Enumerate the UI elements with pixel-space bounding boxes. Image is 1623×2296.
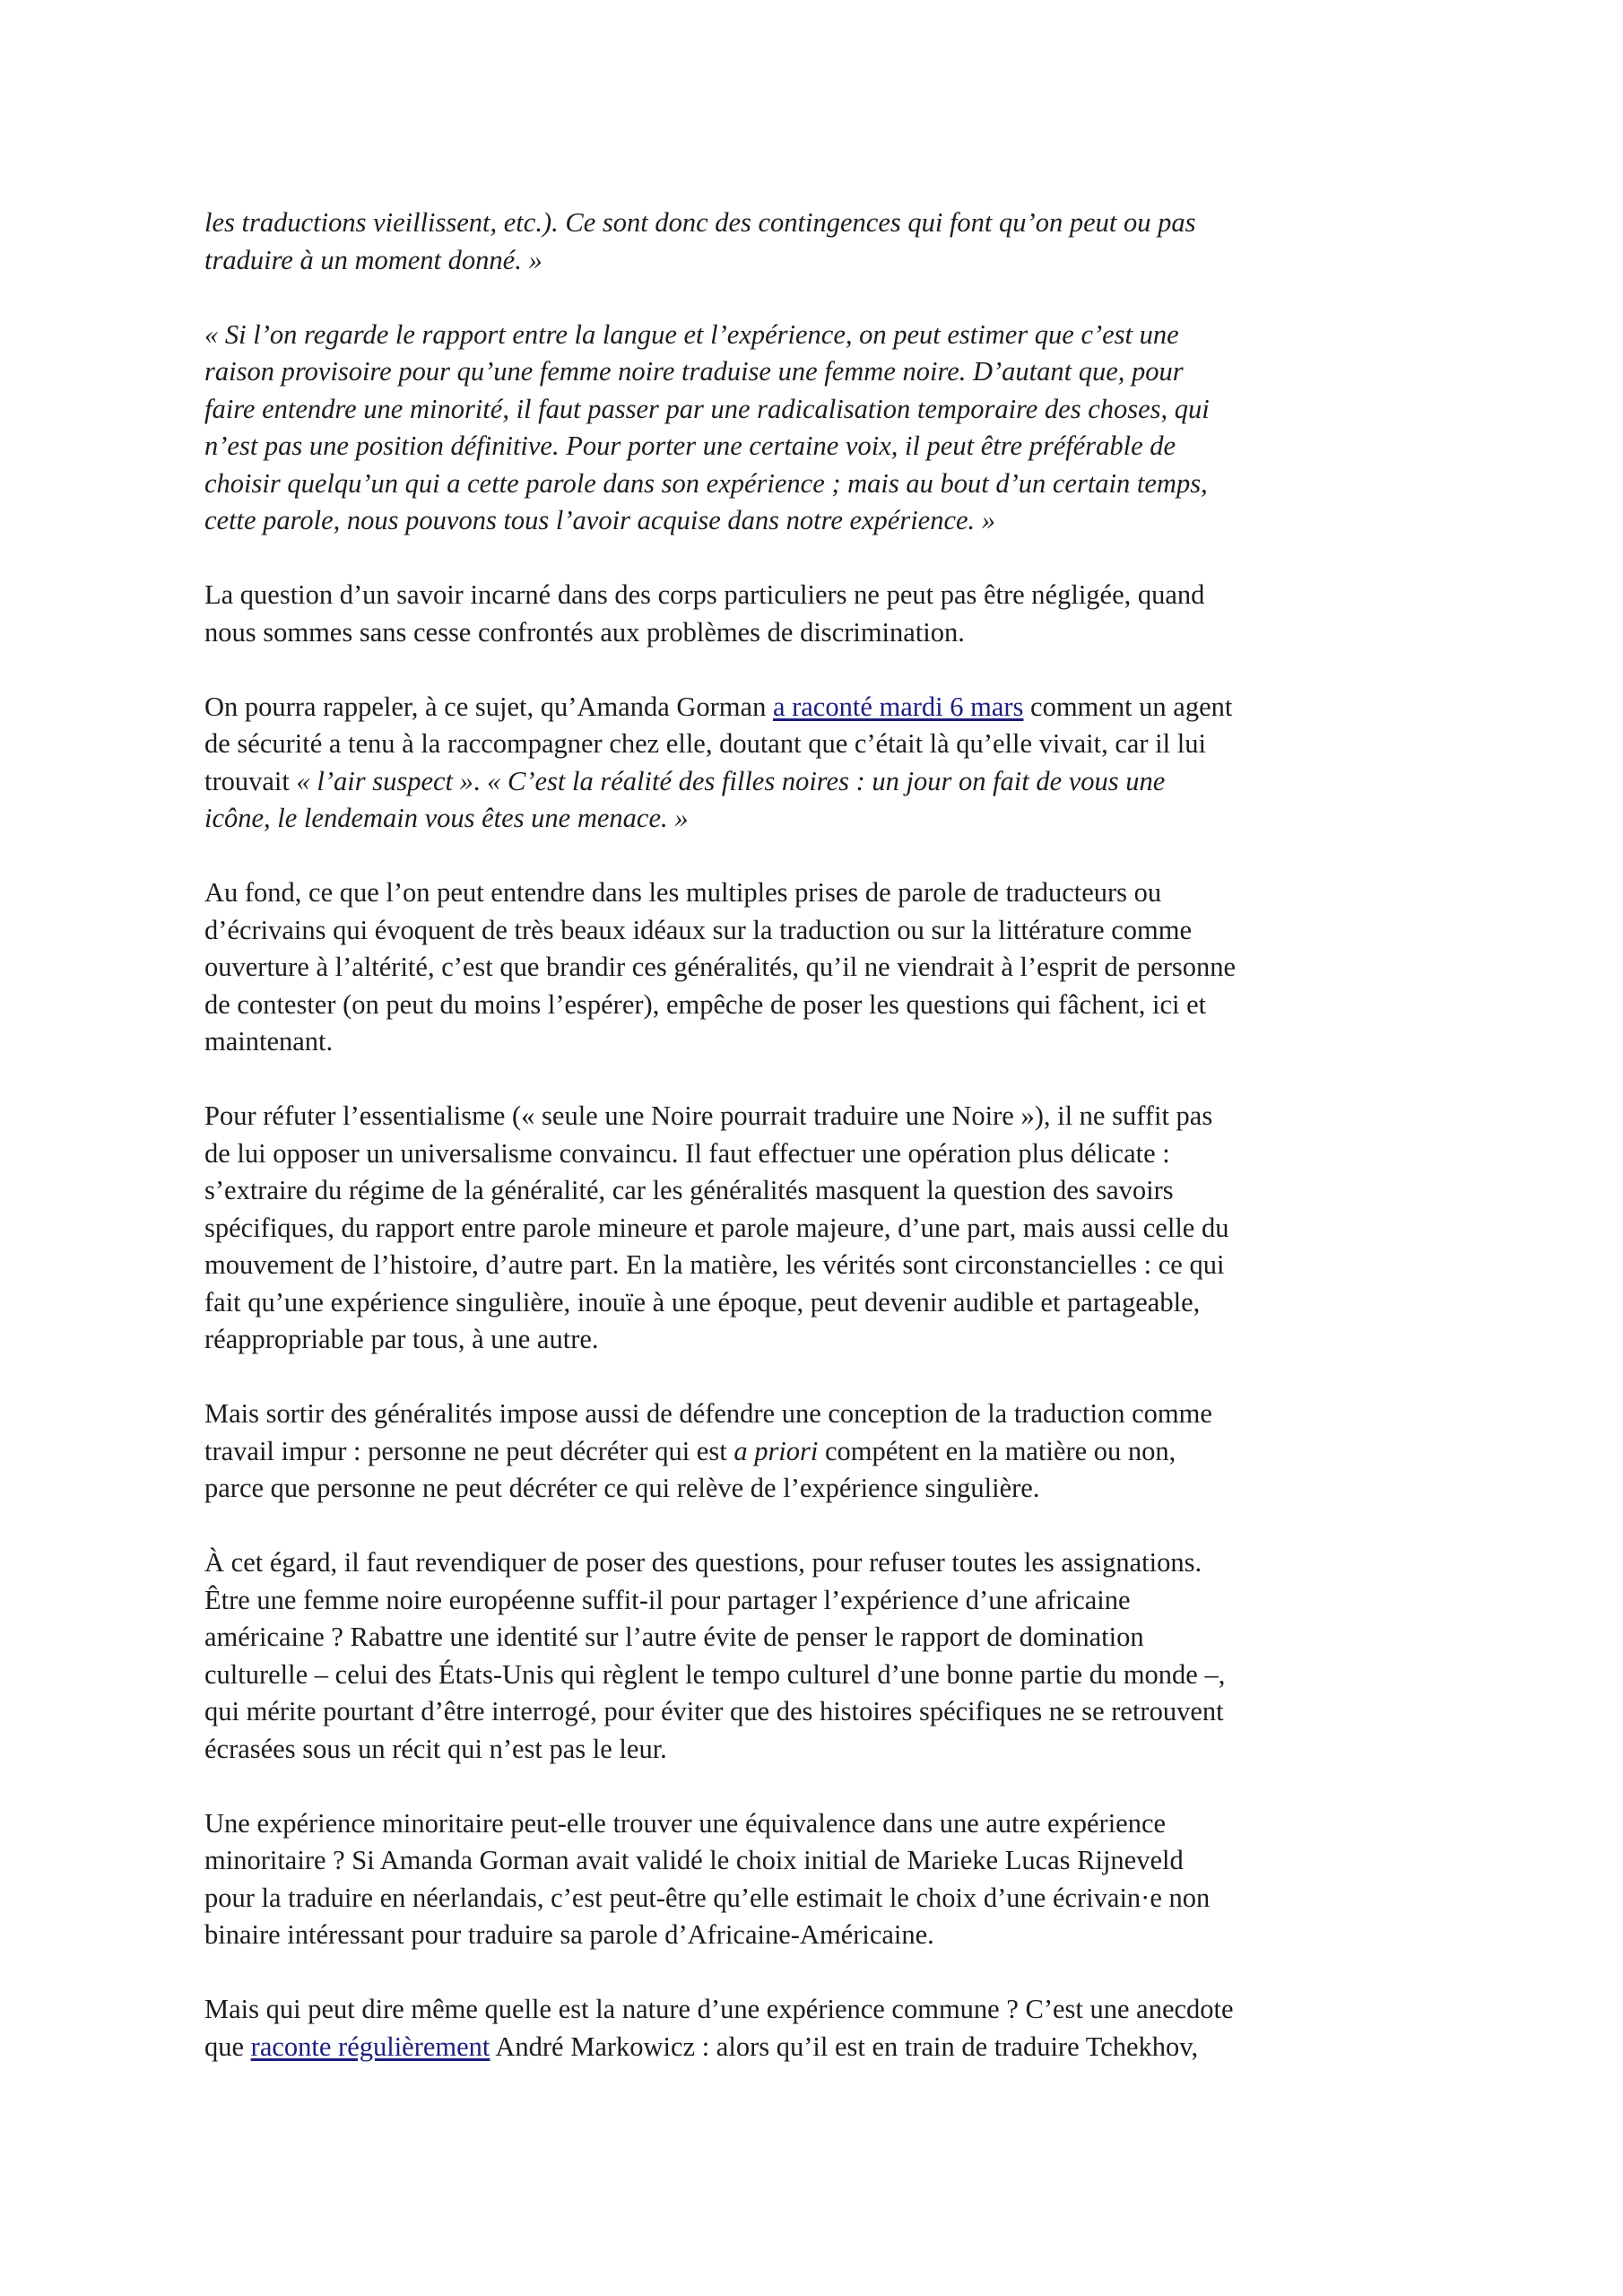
- quote-paragraph: [204, 317, 1424, 540]
- paragraph-gap: [204, 1359, 1424, 1396]
- text-segment: réappropriable par tous, à une autre.: [204, 1324, 599, 1354]
- text-segment: écrasées sous un récit qui n’est pas le leur.: [204, 1733, 667, 1764]
- text-segment: minoritaire ? Si Amanda Gorman avait validé le choix initial de Marieke Lucas Rijneveld: [204, 1845, 1184, 1875]
- text-segment: parce que personne ne peut décréter ce qui relève de l’expérience singulière.: [204, 1473, 1040, 1503]
- body-paragraph: [204, 1991, 1424, 2066]
- text-line: [204, 1172, 1424, 1210]
- text-segment: Mais sortir des généralités impose aussi de défendre une conception de la traduction comme: [204, 1398, 1212, 1429]
- body-paragraph: [204, 1805, 1424, 1954]
- text-line: [204, 204, 1424, 242]
- text-segment: On pourra rappeler, à ce sujet, qu’Amanda Gorman: [204, 691, 773, 722]
- text-line: [204, 577, 1424, 614]
- text-segment: maintenant.: [204, 1026, 334, 1057]
- italic-text: icône, le lendemain vous êtes une menace. »: [204, 803, 689, 833]
- text-line: [204, 2029, 1424, 2066]
- text-segment: travail impur : personne ne peut décréter qui est: [204, 1435, 734, 1466]
- text-segment: raison provisoire pour qu’une femme noire traduise une femme noire. D’autant que, pour: [204, 356, 1184, 387]
- text-line: [204, 1023, 1424, 1061]
- text-line: [204, 800, 1424, 838]
- text-segment: Être une femme noire européenne suffit-il pour partager l’expérience d’une africaine: [204, 1584, 1131, 1615]
- text-line: [204, 987, 1424, 1024]
- text-line: [204, 1135, 1424, 1173]
- text-line: [204, 391, 1424, 429]
- text-segment: À cet égard, il faut revendiquer de poser des questions, pour refuser toutes les assignations.: [204, 1547, 1202, 1578]
- text-line: [204, 428, 1424, 465]
- text-line: [204, 502, 1424, 540]
- body-paragraph: [204, 577, 1424, 651]
- paragraph-gap: [204, 651, 1424, 689]
- text-segment: Pour réfuter l’essentialisme (« seule une Noire pourrait traduire une Noire »), il ne suffit pas: [204, 1100, 1213, 1131]
- text-line: [204, 317, 1424, 354]
- text-segment: s’extraire du régime de la généralité, car les généralités masquent la question des savoirs: [204, 1175, 1174, 1205]
- text-line: [204, 763, 1424, 801]
- paragraph-gap: [204, 1954, 1424, 1992]
- inline-link[interactable]: a raconté mardi 6 mars: [772, 691, 1024, 722]
- body-paragraph: [204, 874, 1424, 1061]
- text-line: [204, 242, 1424, 280]
- text-line: [204, 353, 1424, 391]
- text-line: [204, 726, 1424, 763]
- text-line: [204, 1619, 1424, 1657]
- text-segment: binaire intéressant pour traduire sa parole d’Africaine-Américaine.: [204, 1919, 934, 1950]
- text-segment: mouvement de l’histoire, d’autre part. En la matière, les vérités sont circonstancielles : ce qui: [204, 1249, 1225, 1280]
- paragraph-gap: [204, 838, 1424, 875]
- italic-text: a priori: [733, 1435, 819, 1466]
- text-segment: .: [473, 765, 488, 796]
- text-segment: Mais qui peut dire même quelle est la nature d’une expérience commune ? C’est une anecdote: [204, 1994, 1234, 2024]
- text-line: [204, 1805, 1424, 1843]
- text-segment: André Markowicz : alors qu’il est en train de traduire Tchekhov,: [490, 2031, 1199, 2062]
- text-segment: les traductions vieillissent, etc.). Ce sont donc des contingences qui font qu’on peut ou pas: [204, 207, 1196, 238]
- text-segment: ouverture à l’altérité, c’est que brandir ces généralités, qu’il ne viendrait à l’esprit de personne: [204, 952, 1237, 982]
- text-segment: La question d’un savoir incarné dans des corps particuliers ne peut pas être négligée, quand: [204, 579, 1205, 610]
- text-segment: qui mérite pourtant d’être interrogé, pour éviter que des histoires spécifiques ne se retrouvent: [204, 1696, 1224, 1726]
- text-line: [204, 1396, 1424, 1433]
- text-segment: de contester (on peut du moins l’espérer), empêche de poser les questions qui fâchent, ici et: [204, 988, 1207, 1020]
- text-line: [204, 1917, 1424, 1954]
- italic-text: « l’air suspect »: [296, 765, 473, 796]
- body-paragraph: [204, 1098, 1424, 1359]
- text-line: [204, 1693, 1424, 1731]
- text-line: [204, 614, 1424, 652]
- text-segment: comment un agent: [1023, 691, 1233, 722]
- text-line: [204, 1284, 1424, 1322]
- text-line: [204, 1991, 1424, 2029]
- quote-paragraph: [204, 204, 1424, 279]
- text-segment: Au fond, ce que l’on peut entendre dans les multiples prises de parole de traducteurs ou: [204, 877, 1162, 908]
- text-segment: trouvait: [204, 765, 297, 796]
- text-segment: traduire à un moment donné. »: [204, 244, 542, 275]
- paragraph-gap: [204, 1061, 1424, 1099]
- paragraph-gap: [204, 1768, 1424, 1805]
- text-segment: nous sommes sans cesse confrontés aux problèmes de discrimination.: [204, 616, 965, 648]
- italic-text: « C’est la réalité des filles noires : un jour on fait de vous une: [487, 765, 1166, 796]
- text-line: [204, 949, 1424, 987]
- text-segment: culturelle – celui des États-Unis qui règlent le tempo culturel d’une bonne partie du monde –,: [204, 1658, 1226, 1690]
- text-segment: « Si l’on regarde le rapport entre la langue et l’expérience, on peut estimer que c’est une: [204, 318, 1179, 350]
- text-line: [204, 1433, 1424, 1471]
- body-paragraph: [204, 1396, 1424, 1508]
- text-segment: américaine ? Rabattre une identité sur l’autre évite de penser le rapport de domination: [204, 1622, 1144, 1652]
- document-page: [204, 204, 1424, 2066]
- text-segment: de sécurité a tenu à la raccompagner chez elle, doutant que c’était là qu’elle vivait, car il lui: [204, 728, 1206, 759]
- inline-link[interactable]: raconte régulièrement: [250, 2031, 490, 2062]
- text-line: [204, 1544, 1424, 1582]
- text-line: [204, 689, 1424, 726]
- text-segment: choisir quelqu’un qui a cette parole dans son expérience ; mais au bout d’un certain temps,: [204, 467, 1208, 499]
- body-paragraph: [204, 689, 1424, 838]
- text-line: [204, 1247, 1424, 1284]
- text-line: [204, 1842, 1424, 1880]
- paragraph-gap: [204, 279, 1424, 317]
- body-paragraph: [204, 1544, 1424, 1768]
- text-line: [204, 465, 1424, 503]
- text-segment: faire entendre une minorité, il faut passer par une radicalisation temporaire des choses, qui: [204, 393, 1210, 424]
- text-segment: spécifiques, du rapport entre parole mineure et parole majeure, d’une part, mais aussi celle du: [204, 1212, 1229, 1243]
- text-line: [204, 1880, 1424, 1918]
- text-segment: de lui opposer un universalisme convaincu. Il faut effectuer une opération plus délicate :: [204, 1137, 1170, 1169]
- text-line: [204, 874, 1424, 912]
- text-segment: fait qu’une expérience singulière, inouïe à une époque, peut devenir audible et partageable,: [204, 1286, 1201, 1318]
- text-line: [204, 1470, 1424, 1508]
- text-segment: pour la traduire en néerlandais, c’est peut-être qu’elle estimait le choix d’une écrivain·e non: [204, 1882, 1211, 1913]
- text-segment: compétent en la matière ou non,: [818, 1435, 1176, 1466]
- paragraph-gap: [204, 540, 1424, 578]
- text-segment: n’est pas une position définitive. Pour porter une certaine voix, il peut être préférable de: [204, 430, 1176, 461]
- text-segment: cette parole, nous pouvons tous l’avoir acquise dans notre expérience. »: [204, 505, 996, 535]
- text-line: [204, 1582, 1424, 1620]
- text-line: [204, 1098, 1424, 1135]
- text-line: [204, 1321, 1424, 1359]
- text-line: [204, 912, 1424, 950]
- text-segment: Une expérience minoritaire peut-elle trouver une équivalence dans une autre expérience: [204, 1807, 1167, 1839]
- paragraph-gap: [204, 1508, 1424, 1545]
- text-segment: que: [204, 2031, 251, 2062]
- text-segment: d’écrivains qui évoquent de très beaux idéaux sur la traduction ou sur la littérature comme: [204, 914, 1193, 945]
- text-line: [204, 1210, 1424, 1248]
- text-line: [204, 1657, 1424, 1694]
- text-line: [204, 1731, 1424, 1769]
